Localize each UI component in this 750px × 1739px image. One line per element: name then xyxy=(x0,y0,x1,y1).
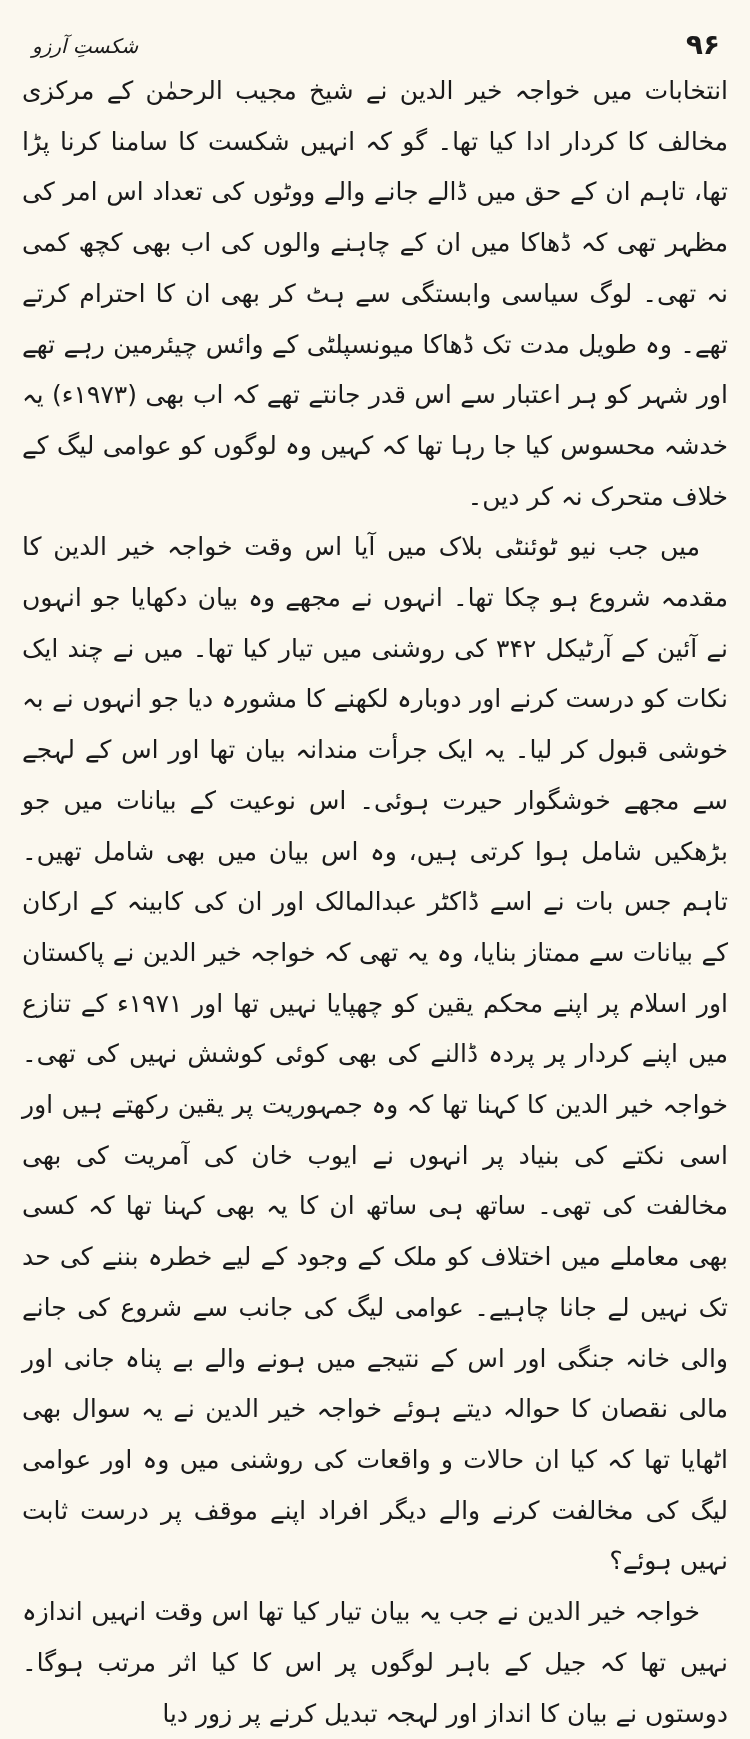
page-header xyxy=(22,20,728,60)
paragraph: میں جب نیو ٹوئنٹی بلاک میں آیا اس وقت خواجہ خیر الدین کا مقدمہ شروع ہو چکا تھا۔ انہوں نے مجھے وہ بیان دکھایا جو انہوں نے آئین کے آرٹیکل ۳۴۲ کی روشنی میں تیار کیا تھا۔ میں نے چند ایک نکات کو درست کرنے اور دوبارہ لکھنے کا مشورہ دیا جو انہوں نے بہ خوشی قبول کر لیا۔ یہ ایک جرأت مندانہ بیان تھا اور اس کے لہجے سے مجھے خوشگوار حیرت ہوئی۔ اس نوعیت کے بیانات میں جو بڑھکیں شامل ہوا کرتی ہیں، وہ اس بیان میں بھی شامل تھیں۔ تاہم جس بات نے اسے ڈاکٹر عبدالمالک اور ان کی کابینہ کے ارکان کے بیانات سے ممتاز بنایا، وہ یہ تھی کہ خواجہ خیر الدین نے پاکستان اور اسلام پر اپنے محکم یقین کو چھپایا نہیں تھا اور ۱۹۷۱ء کے تنازع میں اپنے کردار پر پردہ ڈالنے کی بھی کوئی کوشش نہیں کی تھی۔ خواجہ خیر الدین کا کہنا تھا کہ وہ جمہوریت پر یقین رکھتے ہیں اور اسی نکتے کی بنیاد پر انہوں نے ایوب خان کی آمریت کی بھی مخالفت کی تھی۔ ساتھ ہی ساتھ ان کا یہ بھی کہنا تھا کہ کسی بھی معاملے میں اختلاف کو ملک کے وجود کے لیے خطرہ بننے کی حد تک نہیں لے جانا چاہیے۔ عوامی لیگ کی جانب سے شروع کی جانے والی خانہ جنگی اور اس کے نتیجے میں ہونے والے بے پناہ جانی اور مالی نقصان کا حوالہ دیتے ہوئے خواجہ خیر الدین نے یہ سوال بھی اٹھایا تھا کہ کیا ان حالات و واقعات کی روشنی میں وہ اور عوامی لیگ کی مخالفت کرنے والے دیگر افراد اپنے موقف پر درست ثابت نہیں ہوئے؟ xyxy=(22,532,728,1576)
running-title: شکستِ آرزو xyxy=(32,34,139,58)
body-text xyxy=(22,66,728,1739)
paragraph: خواجہ خیر الدین نے جب یہ بیان تیار کیا تھا اس وقت انہیں اندازہ نہیں تھا کہ جیل کے باہر لوگوں پر اس کا کیا اثر مرتب ہوگا۔ دوستوں نے بیان کا انداز اور لہجہ تبدیل کرنے پر زور دیا xyxy=(22,1597,728,1728)
page-number: ۹۶ xyxy=(685,28,720,61)
paragraph: انتخابات میں خواجہ خیر الدین نے شیخ مجیب الرحمٰن کے مرکزی مخالف کا کردار ادا کیا تھا۔ گو کہ انہیں شکست کا سامنا کرنا پڑا تھا، تاہم ان کے حق میں ڈالے جانے والے ووٹوں کی تعداد اس امر کی مظہر تھی کہ ڈھاکا میں ان کے چاہنے والوں کی اب بھی کچھ کمی نہ تھی۔ لوگ سیاسی وابستگی سے ہٹ کر بھی ان کا احترام کرتے تھے۔ وہ طویل مدت تک ڈھاکا میونسپلٹی کے وائس چیئرمین رہے تھے اور شہر کو ہر اعتبار سے اس قدر جانتے تھے کہ اب بھی (۱۹۷۳ء) یہ خدشہ محسوس کیا جا رہا تھا کہ کہیں وہ لوگوں کو عوامی لیگ کے خلاف متحرک نہ کر دیں۔ xyxy=(22,76,728,511)
